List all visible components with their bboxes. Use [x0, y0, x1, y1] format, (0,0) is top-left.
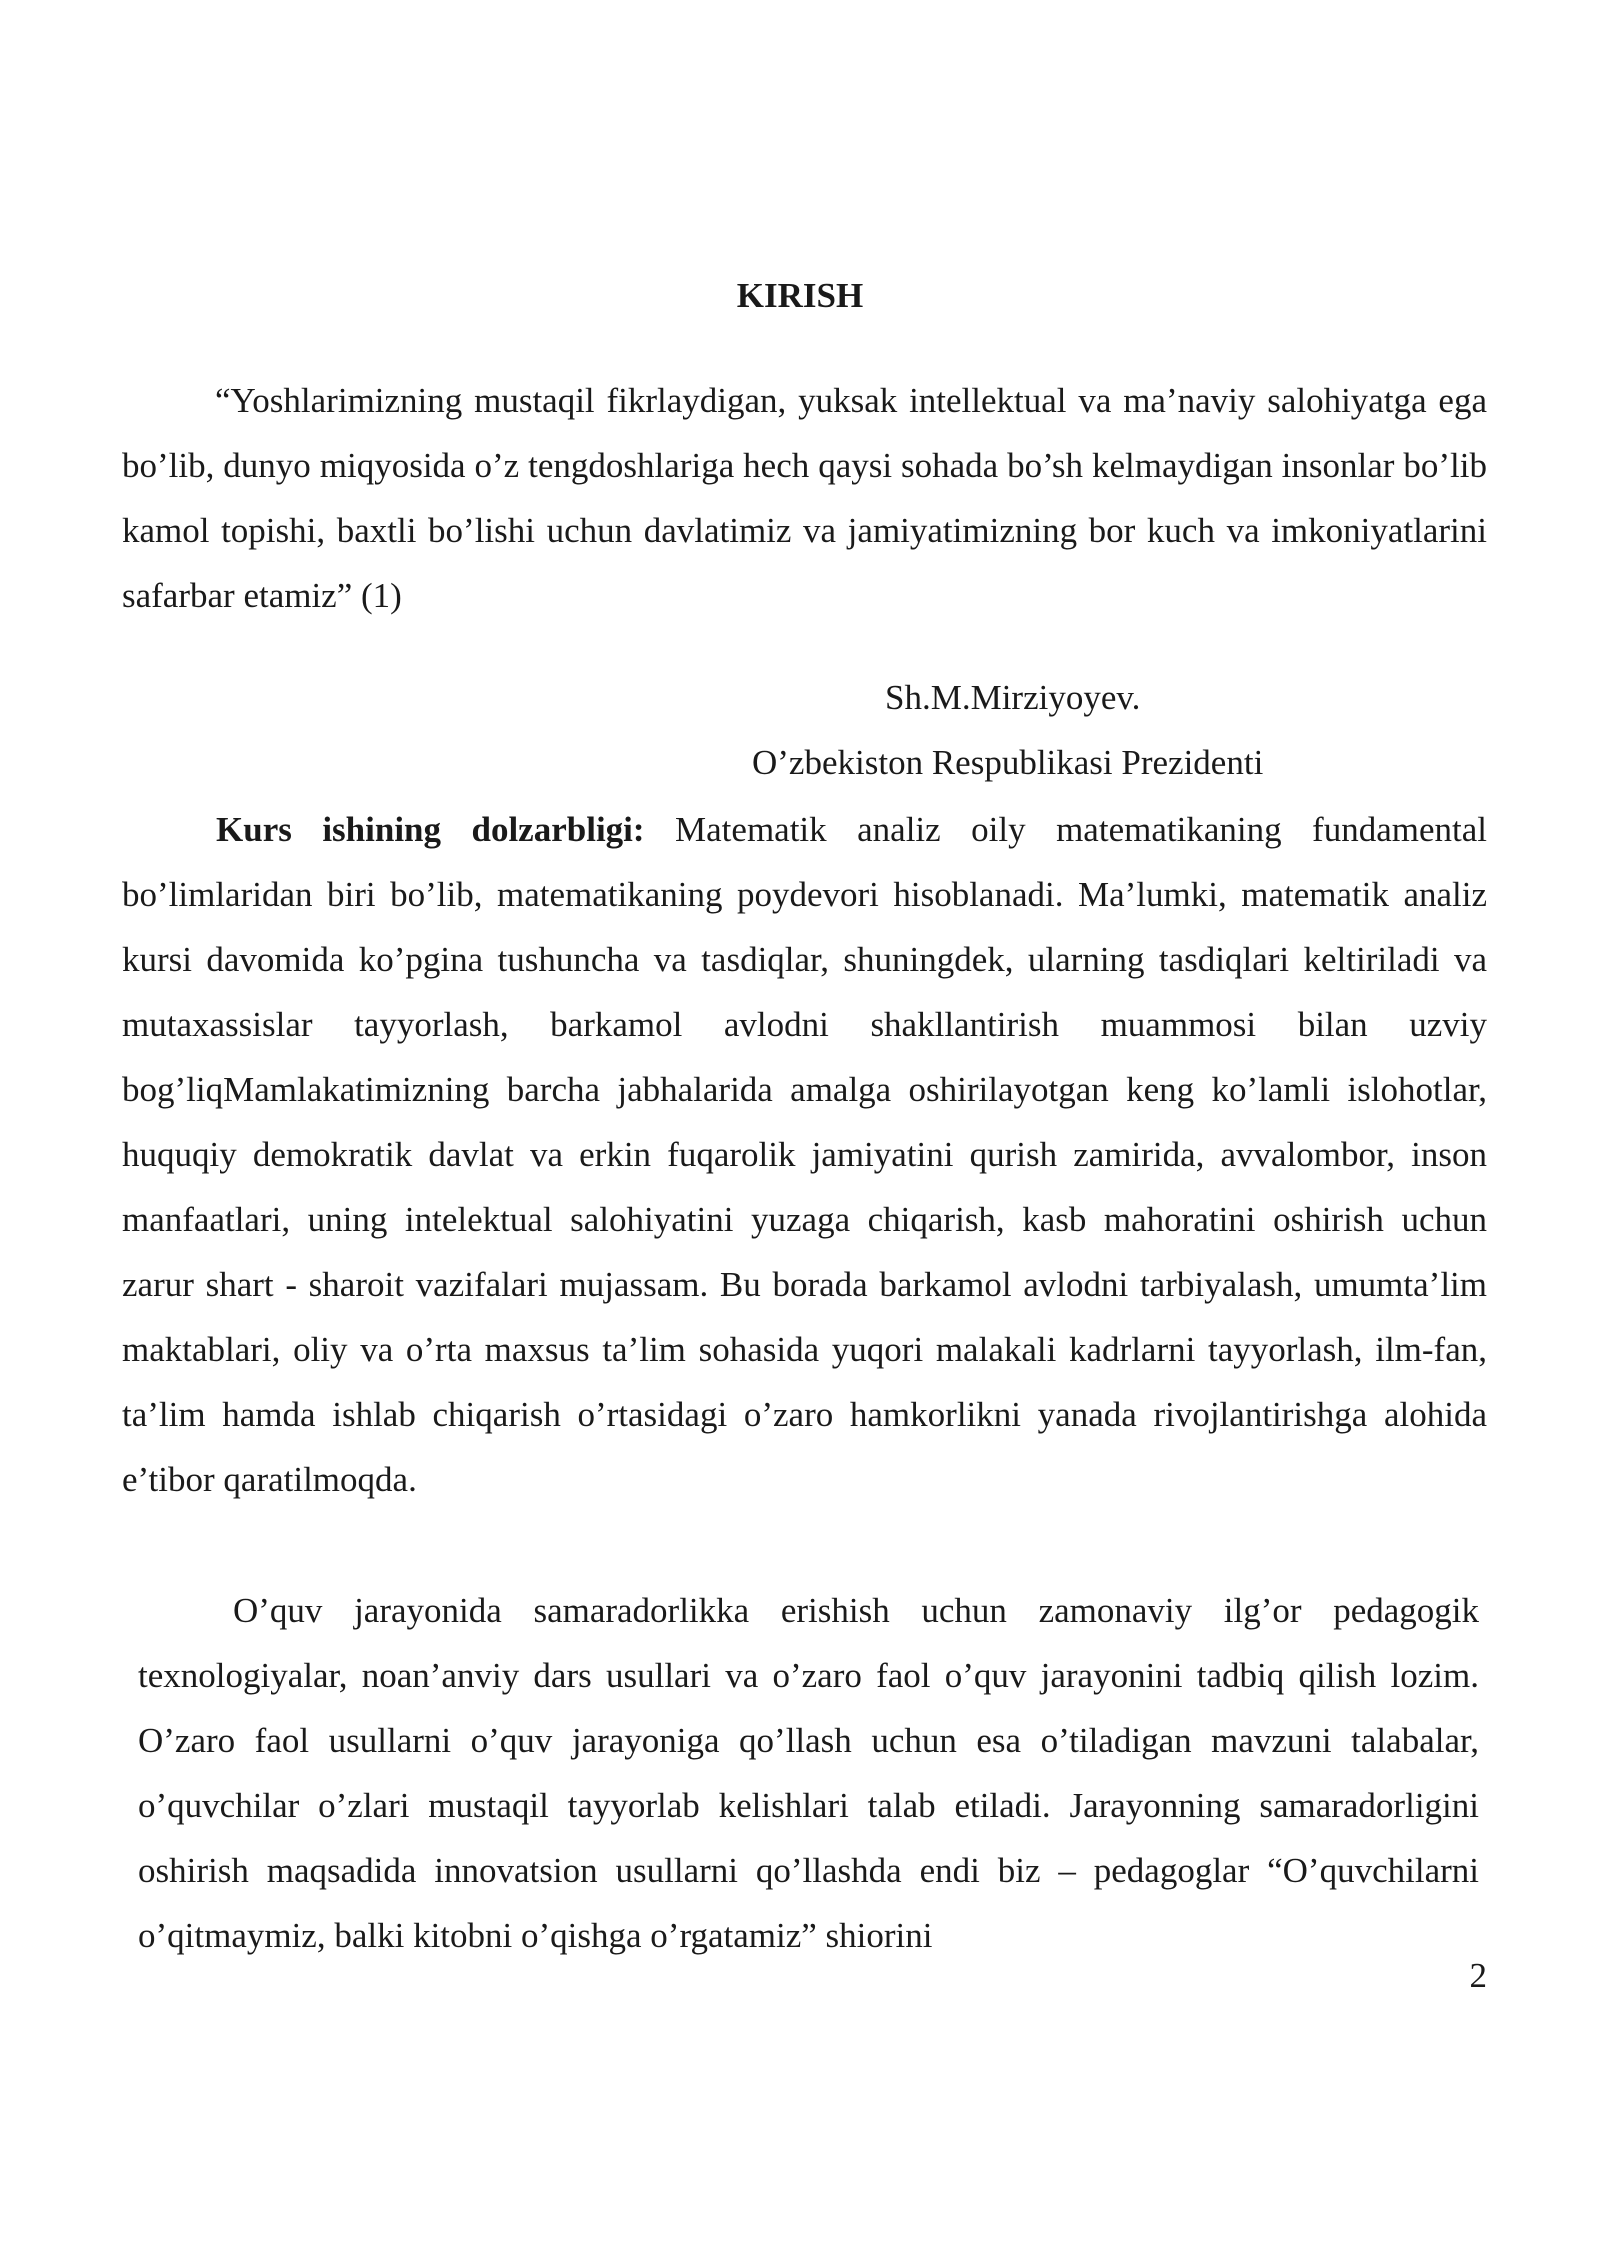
relevance-paragraph — [122, 797, 1487, 1512]
relevance-label: Kurs ishining dolzarbligi: — [216, 810, 645, 849]
page-number: 2 — [1469, 1956, 1487, 1995]
page-heading: KIRISH — [736, 276, 864, 315]
epigraph-quote: “Yoshlarimizning mustaqil fikrlaydigan, yuksak intellektual va ma’naviy salohiyatga ega bo’lib, dunyo miqyosida o’z tengdoshlariga hech qaysi sohada bo’sh kelmaydigan insonlar bo’lib kamol topishi, baxtli bo’lishi uchun davlatimiz va jamiyatimizning bor kuch va imkoniyatlarini safarbar etamiz” (1) — [122, 381, 1487, 615]
relevance-text: Matematik analiz oily matematikaning fundamental bo’limlaridan biri bo’lib, matematikaning poydevori hisoblanadi. Ma’lumki, matematik analiz kursi davomida ko’pgina tushuncha va tasdiqlar, shuningdek, ularning tasdiqlari keltiriladi va mutaxassislar tayyorlash, barkamol avlodni shakllantirish muammosi bilan uzviy bog’liqMamlakatimizning barcha jabhalarida amalga oshirilayotgan keng ko’lamli islohotlar, huquqiy demokratik davlat va erkin fuqarolik jamiyatini qurish zamirida, avvalombor, inson manfaatlari, uning intelektual salohiyatini yuzaga chiqarish, kasb mahoratini oshirish uchun zarur shart - sharoit vazifalari mujassam. Bu borada barkamol avlodni tarbiyalash, umumta’lim maktablari, oliy va o’rta maxsus ta’lim sohasida yuqori malakali kadrlarni tayyorlash, ilm-fan, ta’lim hamda ishlab chiqarish o’rtasidagi o’zaro hamkorlikni yanada rivojlantirishga alohida e’tibor qaratilmoqda. — [122, 810, 1487, 1499]
quote-author-name: Sh.M.Mirziyoyev. — [885, 678, 1141, 717]
quote-author-title: O’zbekiston Respublikasi Prezidenti — [752, 743, 1264, 782]
pedagogy-paragraph: O’quv jarayonida samaradorlikka erishish uchun zamonaviy ilg’or pedagogik texnologiyalar, noan’anviy dars usullari va o’zaro faol o’quv jarayonini tadbiq qilish lozim. O’zaro faol usullarni o’quv jarayoniga qo’llash uchun esa o’tiladigan mavzuni talabalar, o’quvchilar o’zlari mustaqil tayyorlab kelishlari talab etiladi. Jarayonning samaradorligini oshirish maqsadida innovatsion usullarni qo’llashda endi biz – pedagoglar “O’quvchilarni o’qitmaymiz, balki kitobni o’qishga o’rgatamiz” shiorini — [138, 1591, 1479, 1955]
